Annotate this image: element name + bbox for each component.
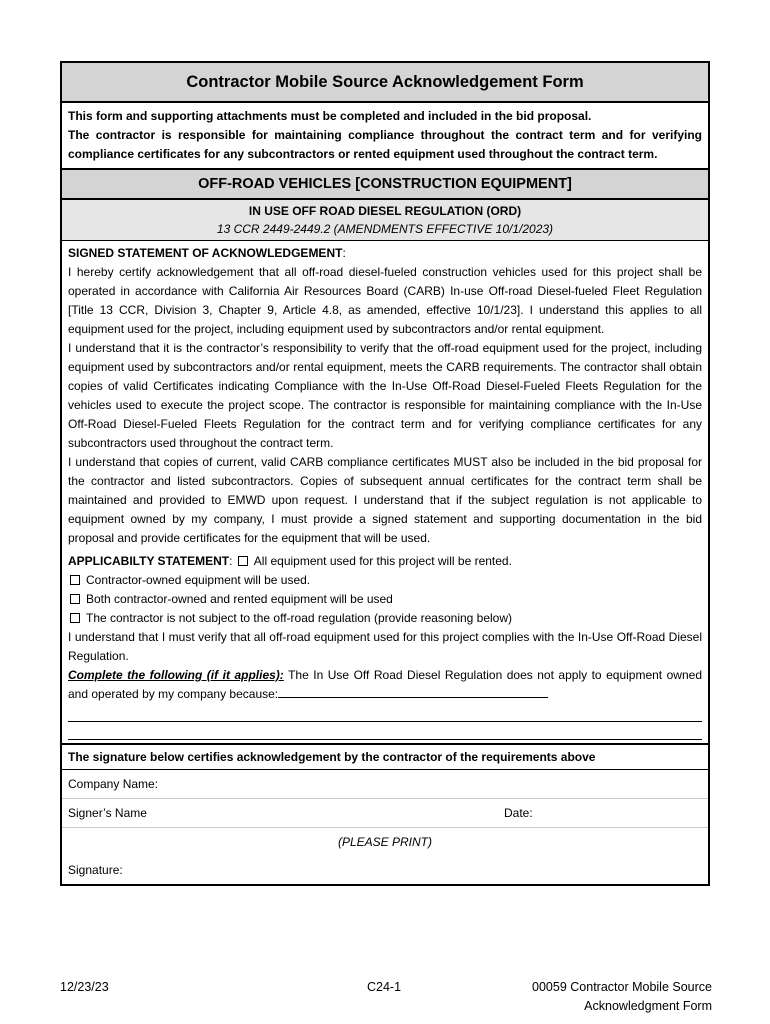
acknowledgement-form	[60, 61, 710, 886]
signature-row[interactable]	[62, 856, 708, 884]
complete-following	[68, 666, 702, 704]
applicability-option-3	[68, 590, 702, 609]
regulation-name: IN USE OFF ROAD DIESEL REGULATION (ORD)	[248, 204, 522, 218]
applicability-option-4	[68, 609, 702, 628]
footer-date: 12/23/23	[60, 980, 109, 994]
complete-text: The In Use Off Road Diesel Regulation does not apply to equipment owned and operated by my company because:	[68, 668, 702, 701]
statement-paragraph-2: I understand that it is the contractor’s responsibility to verify that the off-road equipment used for the project, including equipment used by subcontractors and/or rental equipment, meets the CARB requirements. The contractor shall obtain copies of valid Certificates indicating Compliance with the In-Use Off-Road Diesel-Fueled Fleets Regulation for the vehicles used to execute the project scope. The contractor is responsible for maintaining compliance with the In-Use Off-Road Diesel-Fueled Fleets Regulation for the contract term and for verifying compliance certificates for any subcontractors used throughout the contract term.	[68, 341, 702, 450]
applicability-colon: :	[229, 554, 233, 568]
footer-doc-line-1: 00059 Contractor Mobile Source	[532, 980, 712, 994]
company-name-label: Company Name:	[68, 777, 159, 791]
company-name-row[interactable]	[62, 770, 708, 799]
owned-checkbox[interactable]	[70, 575, 80, 585]
regulation-header	[62, 200, 708, 241]
print-note: (PLEASE PRINT)	[337, 835, 433, 849]
intro-line-2: The contractor is responsible for maintaining compliance throughout the contract term and for verifying compliance certificates for any subcontractors or rented equipment used throughout the contract term.	[68, 128, 702, 161]
applicability-label: APPLICABILTY STATEMENT	[68, 554, 230, 568]
applicability-option-2-text: Contractor-owned equipment will be used.	[86, 573, 311, 587]
footer-doc-line-2: Acknowledgment Form	[584, 999, 712, 1013]
applicability-option-1	[68, 552, 702, 571]
date-label: Date:	[504, 806, 533, 820]
both-checkbox[interactable]	[70, 594, 80, 604]
form-title: Contractor Mobile Source Acknowledgement Form	[62, 63, 708, 103]
statement-label: SIGNED STATEMENT OF ACKNOWLEDGEMENT	[68, 246, 343, 260]
applicability-option-2	[68, 571, 702, 590]
intro-line-1: This form and supporting attachments must be completed and included in the bid proposal.	[68, 109, 592, 123]
reason-line-3[interactable]	[68, 722, 702, 740]
rented-checkbox[interactable]	[238, 556, 248, 566]
regulation-citation: 13 CCR 2449-2449.2 (AMENDMENTS EFFECTIVE 10/1/2023)	[216, 222, 554, 236]
not-subject-checkbox[interactable]	[70, 613, 80, 623]
signer-name-row[interactable]	[62, 799, 708, 828]
statement-paragraph-3: I understand that copies of current, valid CARB compliance certificates MUST also be included in the bid proposal for the contractor and listed subcontractors. Copies of subsequent annual certificates for the contract term shall be maintained and provided to EMWD upon request. I understand that if the subject regulation is not applicable to equipment owned by my company, I must provide a signed statement and supporting documentation in the bid proposal and provide certificates for the equipment that will be used.	[68, 455, 702, 545]
applicability-option-3-text: Both contractor-owned and rented equipment will be used	[86, 592, 393, 606]
section-title: OFF-ROAD VEHICLES [CONSTRUCTION EQUIPMENT]	[62, 170, 708, 200]
reason-line-1[interactable]	[278, 685, 548, 698]
statement-body	[62, 241, 708, 743]
footer-code: C24-1	[367, 980, 402, 994]
applicability-option-1-text: All equipment used for this project will be rented.	[253, 554, 512, 568]
footer-doc-title	[532, 978, 712, 1016]
verify-statement: I understand that I must verify that all off-road equipment used for this project complies with the In-Use Off-Road Diesel Regulation.	[68, 630, 702, 663]
signer-name-label: Signer’s Name	[68, 806, 147, 820]
applicability-option-4-text: The contractor is not subject to the off-road regulation (provide reasoning below)	[86, 611, 513, 625]
statement-paragraph-1: I hereby certify acknowledgement that all off-road diesel-fueled construction vehicles used for this project shall be operated in accordance with California Air Resources Board (CARB) In-use Off-road Diesel-fueled Fleet Regulation [Title 13 CCR, Division 3, Chapter 9, Article 4.8, as amended, effective 10/1/23]. I understand this applies to all equipment used for the project, including equipment used by subcontractors and/or rental equipment.	[68, 265, 702, 336]
statement-colon: :	[342, 246, 346, 260]
intro-block	[62, 103, 708, 170]
statement-heading	[68, 244, 702, 263]
signature-header: The signature below certifies acknowledgement by the contractor of the requirements above	[62, 743, 708, 770]
signature-label: Signature:	[68, 863, 123, 877]
reason-line-2[interactable]	[68, 704, 702, 722]
complete-label: Complete the following (if it applies):	[68, 668, 284, 682]
